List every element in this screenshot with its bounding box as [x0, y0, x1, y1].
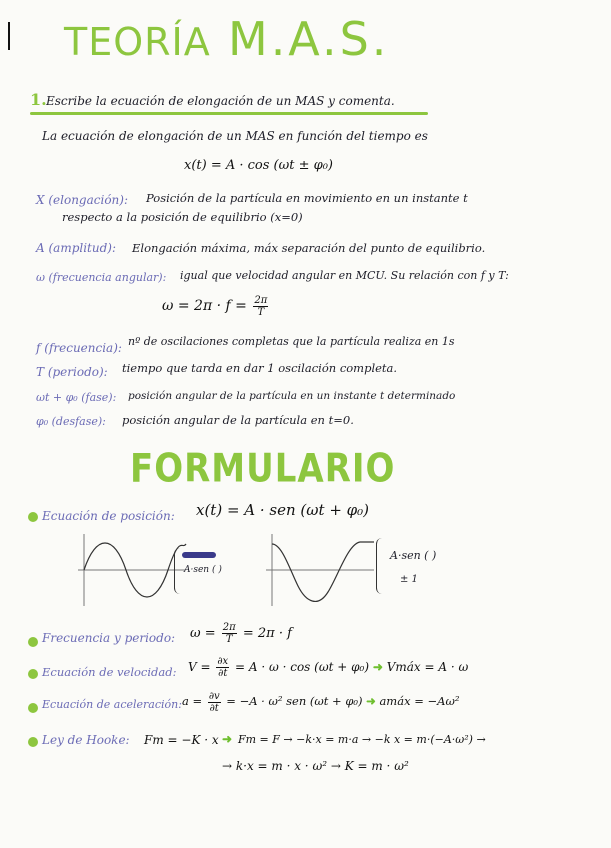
velocidad-equation [188, 654, 468, 680]
frecuencia-label: Frecuencia y periodo: [42, 631, 176, 645]
graph2-brace [376, 538, 383, 594]
aceleracion-max: amáx = −Aω² [379, 694, 460, 708]
equation-elongacion: x(t) = A · cos (ωt ± φ₀) [184, 158, 333, 173]
def-f-text: nº de oscilaciones completas que la partícula realiza en 1s [128, 335, 455, 348]
hooke-equation-3: → k·x = m · x · ω² → K = m · ω² [222, 759, 409, 773]
velocidad-num: ∂x [217, 656, 229, 667]
def-phase-term: ωt + φ₀ (fase): [36, 391, 117, 404]
aceleracion-num: ∂v [208, 690, 220, 702]
velocidad-eq-left: V = [188, 660, 211, 674]
aceleracion-eq-left: a = [182, 694, 203, 708]
w-eq-fraction [253, 295, 268, 318]
def-w-text: igual que velocidad angular en MCU. Su relación con f y T: [180, 269, 509, 282]
question-number: 1. [30, 90, 47, 109]
def-a-term: A (amplitud): [36, 241, 117, 255]
def-phase0-term: φ₀ (desfase): [36, 415, 106, 428]
graph1-scribble [182, 552, 216, 558]
velocidad-eq-right: = A · ω · cos (ωt + φ₀) [235, 660, 370, 674]
question-underline [30, 112, 428, 115]
hooke-label: Ley de Hooke: [42, 733, 130, 747]
velocidad-max: Vmáx = A · ω [386, 660, 469, 674]
title-mas: M.A.S. [228, 12, 390, 66]
w-eq-left: ω = 2π · f = [162, 298, 247, 314]
velocidad-arrow-icon: ➜ [372, 660, 383, 674]
velocidad-label: Ecuación de velocidad: [42, 665, 177, 679]
question-text: Escribe la ecuación de elongación de un MAS y comenta. [46, 94, 395, 108]
cosine-graph [262, 530, 382, 610]
def-w-term: ω (frecuencia angular): [36, 271, 167, 284]
frecuencia-eq-left: ω = [190, 626, 216, 641]
w-eq-den: T [257, 306, 265, 318]
w-eq-num: 2π [254, 294, 268, 306]
def-a-text: Elongación máxima, máx separación del punto de equilibrio. [132, 241, 486, 255]
bullet-velocidad [28, 669, 38, 679]
bullet-frecuencia [28, 637, 38, 647]
bullet-aceleracion [28, 703, 38, 713]
graph1-brace [174, 548, 181, 594]
velocidad-den: ∂t [218, 668, 228, 679]
formulario-title: FORMULARIO [130, 446, 396, 492]
frecuencia-num: 2π [222, 622, 236, 633]
bullet-posicion [28, 512, 38, 522]
frecuencia-eq-right: = 2π · f [242, 626, 292, 641]
title-teoria: TEORÍA [64, 20, 211, 64]
bullet-hooke [28, 737, 38, 747]
def-x-term: X (elongación): [36, 193, 129, 207]
aceleracion-equation [182, 688, 459, 714]
aceleracion-arrow-icon: ➜ [366, 694, 376, 708]
frecuencia-den: T [225, 634, 233, 645]
aceleracion-den: ∂t [209, 702, 219, 714]
aceleracion-fraction [208, 691, 221, 714]
posicion-label: Ecuación de posición: [42, 509, 175, 523]
graph2-label: A·sen ( ) [390, 549, 437, 562]
def-t-term: T (periodo): [36, 365, 108, 379]
def-t-text: tiempo que tarda en dar 1 oscilación completa. [122, 361, 398, 375]
def-f-term: f (frecuencia): [36, 341, 122, 355]
def-phase-text: posición angular de la partícula en un instante t determinado [128, 390, 456, 402]
def-x-text1: Posición de la partícula en movimiento en un instante t [146, 191, 468, 205]
aceleracion-label: Ecuación de aceleración: [42, 698, 182, 711]
posicion-equation: x(t) = A · sen (ωt + φ₀) [196, 501, 370, 519]
hooke-equation-1: Fm = −K · x [144, 733, 219, 747]
graph2-sub: ± 1 [400, 574, 418, 585]
aceleracion-eq-right: = −A · ω² sen (ωt + φ₀) [226, 694, 363, 708]
intro-text: La ecuación de elongación de un MAS en función del tiempo es [42, 129, 428, 143]
hooke-equation-2: Fm = F → −k·x = m·a → −k x = m·(−A·ω²) → [238, 733, 486, 746]
velocidad-fraction [216, 656, 229, 679]
hooke-arrow-icon: ➜ [222, 732, 233, 746]
frecuencia-equation [190, 622, 292, 646]
graph1-label: A·sen ( ) [184, 565, 222, 575]
def-w-equation [162, 294, 270, 318]
margin-mark [8, 22, 10, 50]
def-x-text2: respecto a la posición de equilibrio (x=0) [62, 210, 303, 224]
def-phase0-text: posición angular de la partícula en t=0. [122, 413, 354, 427]
frecuencia-fraction [222, 622, 237, 645]
